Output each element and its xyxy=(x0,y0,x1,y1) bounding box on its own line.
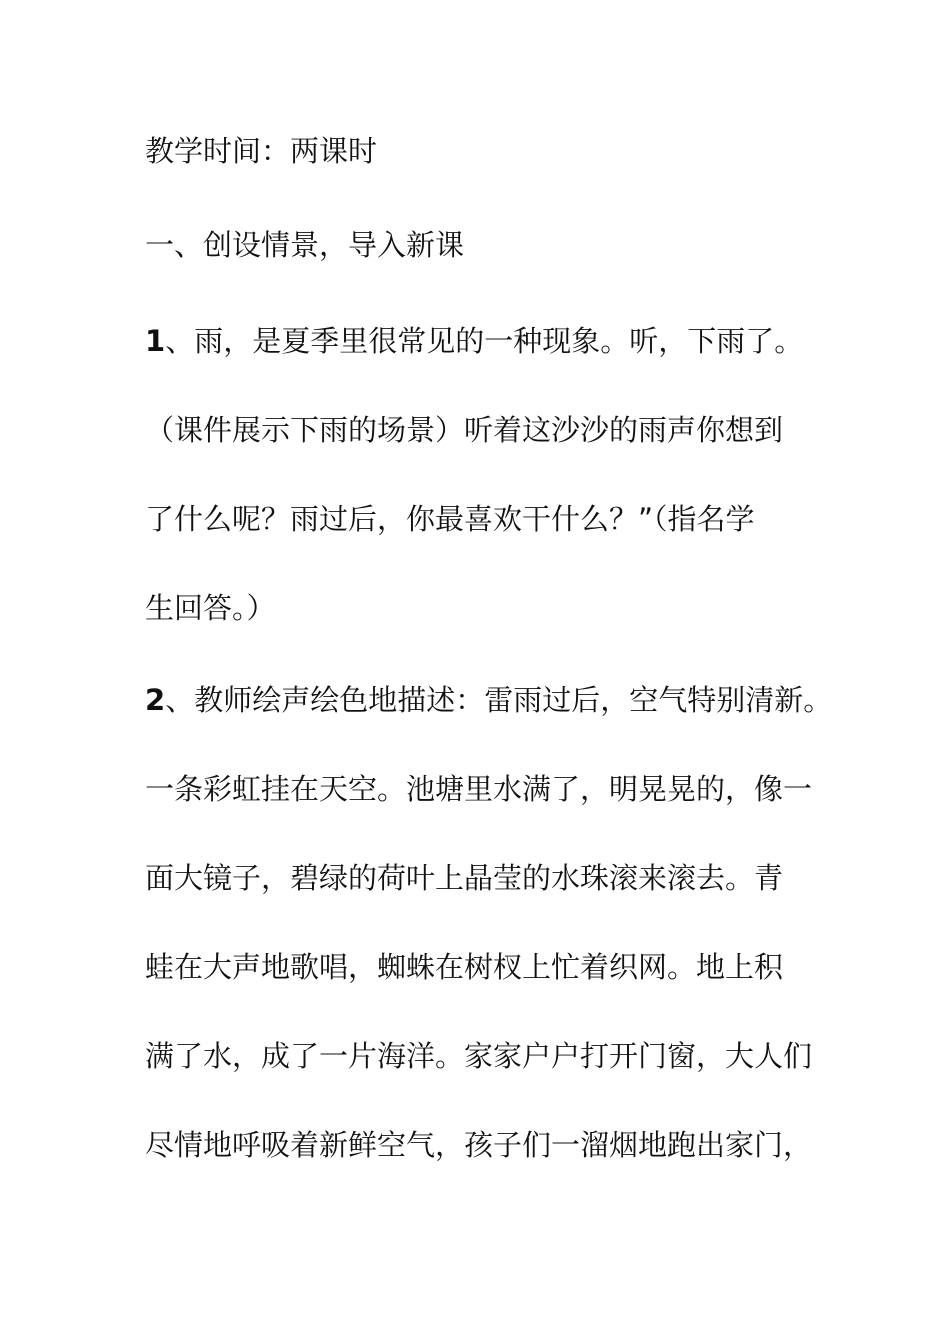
list-number: 1 xyxy=(145,324,166,358)
paragraph-2-line-3: 面大镜子，碧绿的荷叶上晶莹的水珠滚来滚去。青 xyxy=(145,861,784,895)
section-heading: 一、创设情景，导入新课 xyxy=(145,228,465,262)
teaching-time-line: 教学时间：两课时 xyxy=(145,134,378,168)
paragraph-1-line-3: 了什么呢？雨过后，你最喜欢干什么？”（指名学 xyxy=(145,502,755,536)
paragraph-2-line-1: 2、教师绘声绘色地描述：雷雨过后，空气特别清新。 xyxy=(145,683,833,717)
paragraph-2-line-5: 满了水，成了一片海洋。家家户户打开门窗，大人们 xyxy=(145,1039,813,1073)
paragraph-1-line-4: 生回答。） xyxy=(145,591,276,625)
paragraph-2-line-2: 一条彩虹挂在天空。池塘里水满了，明晃晃的，像一 xyxy=(145,772,813,806)
paragraph-1-line-2: （课件展示下雨的场景）听着这沙沙的雨声你想到 xyxy=(145,413,784,447)
paragraph-2-line-6: 尽情地呼吸着新鲜空气，孩子们一溜烟地跑出家门， xyxy=(145,1128,813,1162)
paragraph-2-line-4: 蛙在大声地歌唱，蜘蛛在树杈上忙着织网。地上积 xyxy=(145,950,784,984)
list-number: 2 xyxy=(145,683,166,717)
paragraph-1-line-1: 1、雨，是夏季里很常见的一种现象。听，下雨了。 xyxy=(145,324,804,358)
